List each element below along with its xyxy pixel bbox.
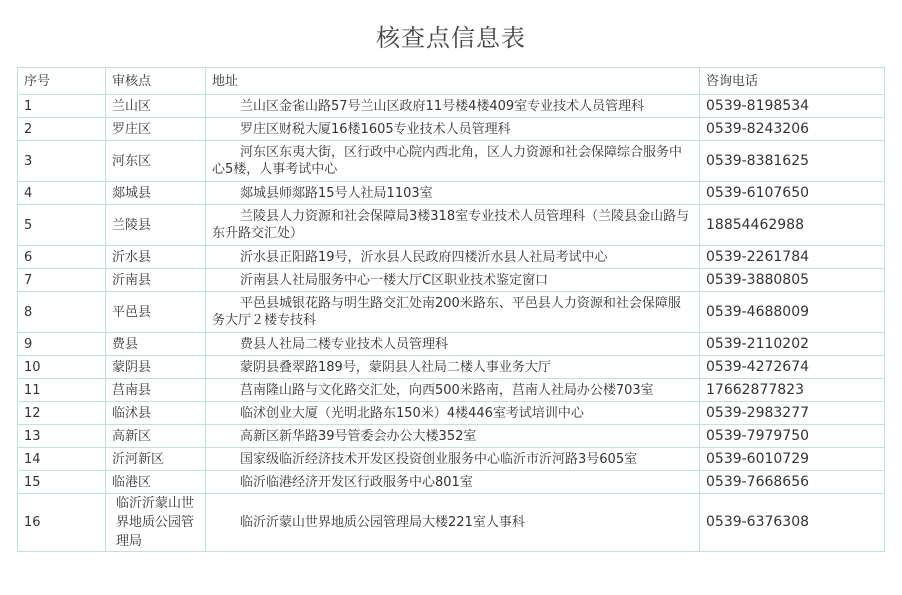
header-site: 审核点 [106, 68, 206, 95]
table-row [18, 118, 885, 141]
row-address-cell [206, 95, 700, 118]
row-address: 兰山区金雀山路57号兰山区政府11号楼4楼409室专业技术人员管理科 [240, 98, 645, 114]
row-no: 5 [18, 205, 106, 246]
table-row [18, 182, 885, 205]
row-address: 沂水县正阳路19号，沂水县人民政府四楼沂水县人社局考试中心 [240, 249, 608, 265]
page-title: 核查点信息表 [376, 24, 526, 52]
table-row [18, 95, 885, 118]
row-no: 6 [18, 246, 106, 269]
row-address-cell [206, 182, 700, 205]
row-address-cell [206, 118, 700, 141]
row-phone: 0539-6376308 [700, 494, 885, 552]
row-phone: 0539-4688009 [700, 292, 885, 333]
row-address: 临沂临港经济开发区行政服务中心801室 [240, 474, 473, 490]
row-address-cell [206, 205, 700, 246]
row-phone: 0539-6107650 [700, 182, 885, 205]
row-no: 9 [18, 333, 106, 356]
row-site: 沂南县 [106, 269, 206, 292]
table-header-row [18, 68, 885, 95]
row-site: 平邑县 [106, 292, 206, 333]
row-no: 8 [18, 292, 106, 333]
row-address: 国家级临沂经济技术开发区投资创业服务中心临沂市沂河路3号605室 [240, 451, 638, 467]
header-no: 序号 [18, 68, 106, 95]
table-row [18, 205, 885, 246]
row-address-cell [206, 141, 700, 182]
row-site: 莒南县 [106, 379, 206, 402]
header-phone: 咨询电话 [700, 68, 885, 95]
table-row [18, 494, 885, 552]
row-address: 兰陵县人力资源和社会保障局3楼318室专业技术人员管理科（兰陵县金山路与东升路交汇处） [212, 209, 690, 241]
row-phone: 0539-4272674 [700, 356, 885, 379]
row-site: 高新区 [106, 425, 206, 448]
row-address-cell [206, 379, 700, 402]
row-phone: 0539-2261784 [700, 246, 885, 269]
table-row [18, 246, 885, 269]
row-address-cell [206, 494, 700, 552]
row-site: 郯城县 [106, 182, 206, 205]
row-site: 罗庄区 [106, 118, 206, 141]
row-no: 15 [18, 471, 106, 494]
row-phone: 0539-2110202 [700, 333, 885, 356]
row-no: 2 [18, 118, 106, 141]
table-row [18, 425, 885, 448]
table-row [18, 448, 885, 471]
checkpoint-info-table [17, 67, 885, 552]
row-address: 郯城县师郯路15号人社局1103室 [240, 185, 433, 201]
table-row [18, 402, 885, 425]
row-address: 高新区新华路39号管委会办公大楼352室 [240, 428, 477, 444]
row-phone: 0539-2983277 [700, 402, 885, 425]
row-address: 临沭创业大厦（光明北路东150米）4楼446室考试培训中心 [240, 405, 584, 421]
table-row [18, 356, 885, 379]
row-site: 兰山区 [106, 95, 206, 118]
row-address: 费县人社局二楼专业技术人员管理科 [240, 336, 449, 352]
row-phone: 0539-8381625 [700, 141, 885, 182]
header-address: 地址 [206, 68, 700, 95]
row-phone: 18854462988 [700, 205, 885, 246]
row-phone: 17662877823 [700, 379, 885, 402]
table-row [18, 292, 885, 333]
row-no: 12 [18, 402, 106, 425]
table-row [18, 141, 885, 182]
table-row [18, 471, 885, 494]
row-address: 罗庄区财税大厦16楼1605专业技术人员管理科 [240, 121, 511, 137]
row-site: 临港区 [106, 471, 206, 494]
row-no: 1 [18, 95, 106, 118]
row-site: 临沂沂蒙山世界地质公园管理局 [106, 494, 206, 552]
row-address: 蒙阴县叠翠路189号，蒙阴县人社局二楼人事业务大厅 [240, 359, 551, 375]
row-site: 兰陵县 [106, 205, 206, 246]
row-site: 河东区 [106, 141, 206, 182]
row-phone: 0539-3880805 [700, 269, 885, 292]
row-address-cell [206, 471, 700, 494]
row-address: 沂南县人社局服务中心一楼大厅C区职业技术鉴定窗口 [240, 272, 549, 288]
row-phone: 0539-8198534 [700, 95, 885, 118]
row-site: 沂河新区 [106, 448, 206, 471]
row-no: 13 [18, 425, 106, 448]
table-row [18, 333, 885, 356]
row-address-cell [206, 246, 700, 269]
table-row [18, 269, 885, 292]
row-address-cell [206, 269, 700, 292]
row-site: 沂水县 [106, 246, 206, 269]
row-address: 河东区东夷大街，区行政中心院内西北角，区人力资源和社会保障综合服务中心5楼，人事考试中心 [212, 145, 683, 177]
row-address-cell [206, 292, 700, 333]
row-address-cell [206, 425, 700, 448]
row-site: 蒙阴县 [106, 356, 206, 379]
row-no: 10 [18, 356, 106, 379]
row-site: 临沭县 [106, 402, 206, 425]
row-no: 4 [18, 182, 106, 205]
row-no: 16 [18, 494, 106, 552]
row-no: 11 [18, 379, 106, 402]
row-phone: 0539-8243206 [700, 118, 885, 141]
row-no: 14 [18, 448, 106, 471]
row-address-cell [206, 333, 700, 356]
row-address-cell [206, 402, 700, 425]
row-address-cell [206, 448, 700, 471]
row-phone: 0539-7668656 [700, 471, 885, 494]
table-row [18, 379, 885, 402]
row-site: 费县 [106, 333, 206, 356]
row-no: 3 [18, 141, 106, 182]
row-no: 7 [18, 269, 106, 292]
row-address: 临沂沂蒙山世界地质公园管理局大楼221室人事科 [240, 515, 525, 530]
row-phone: 0539-6010729 [700, 448, 885, 471]
row-address: 平邑县城银花路与明生路交汇处南200米路东、平邑县人力资源和社会保障服务大厅２楼专技科 [212, 296, 681, 328]
row-address-cell [206, 356, 700, 379]
row-phone: 0539-7979750 [700, 425, 885, 448]
row-address: 莒南隆山路与文化路交汇处，向西500米路南，莒南人社局办公楼703室 [240, 382, 654, 398]
